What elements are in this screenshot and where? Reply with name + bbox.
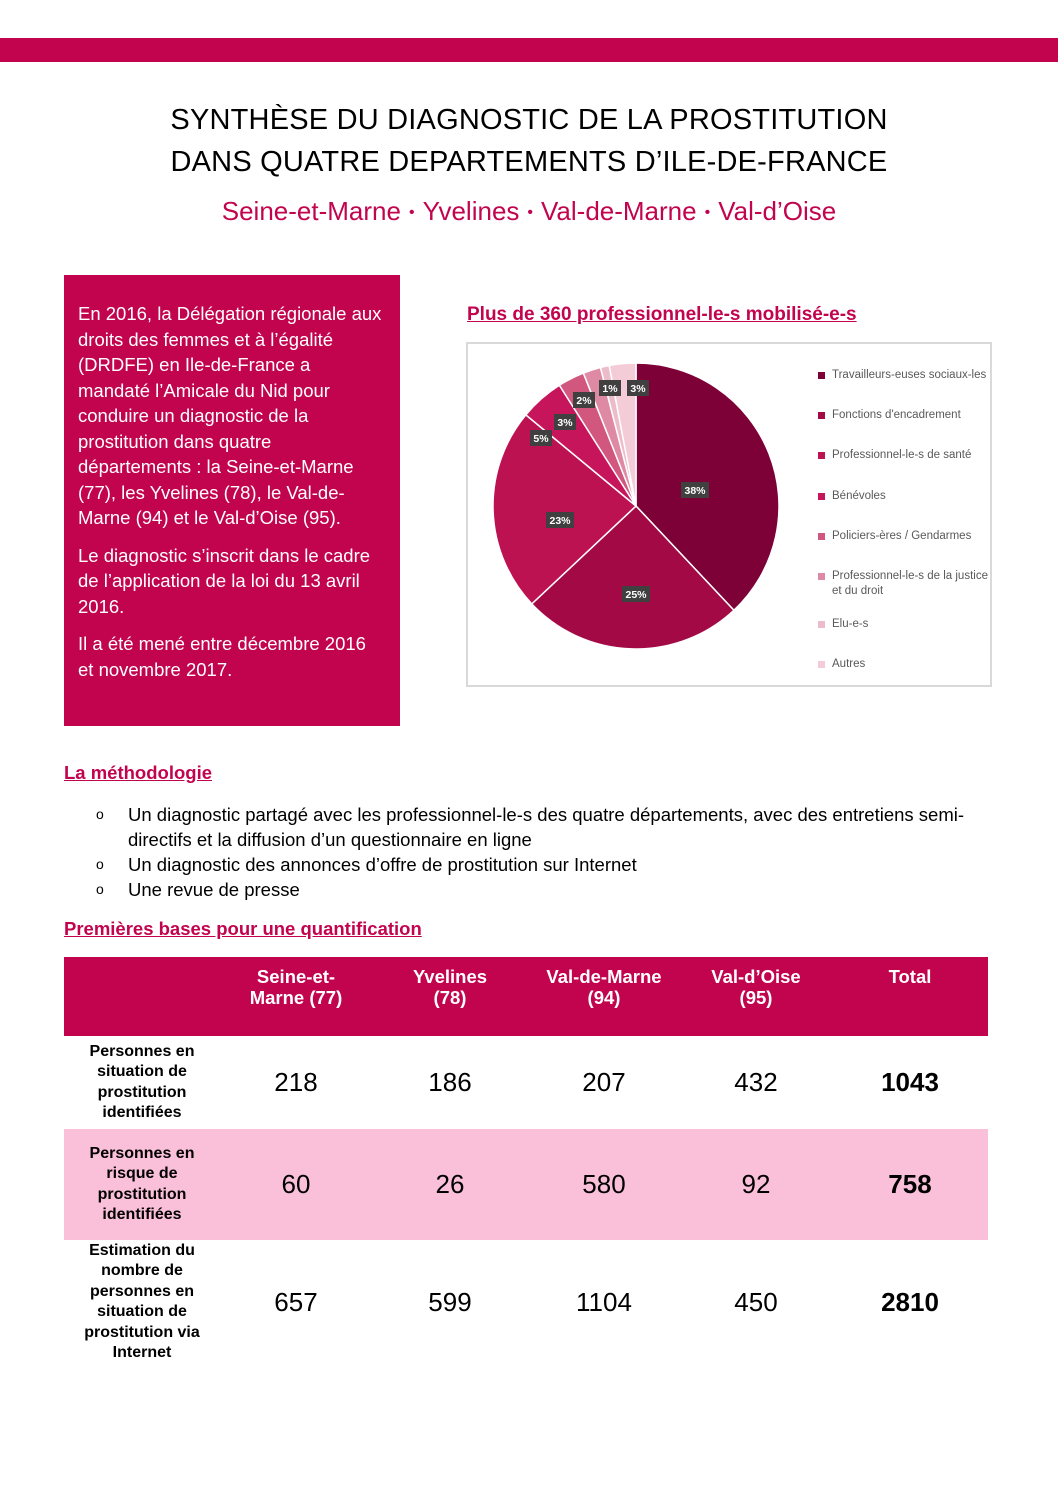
department-name: Yvelines [422,196,520,226]
list-item [96,852,976,877]
table-cell: 26 [372,1129,528,1240]
legend-swatch [818,493,825,500]
table-cell: 218 [274,1067,318,1097]
pie-chart-svg [468,344,990,685]
data-label-text: 1% [602,383,618,395]
legend-label: Elu-e-s [832,618,869,630]
table-header-cell: Yvelines (78) [372,957,528,1036]
data-label [546,512,574,528]
departments-subtitle [0,196,1058,227]
bullet-icon: o [96,881,104,897]
quantification-table [64,957,988,1364]
data-label [681,482,709,498]
row-label: Personnes en risque de prostitution identifiées [64,1129,220,1240]
legend-swatch [818,452,825,459]
total-cell: 1043 [881,1067,939,1097]
list-item-text: Une revue de presse [128,879,300,900]
legend-label: Bénévoles [832,490,886,502]
legend-label: Fonctions d'encadrement [832,409,961,421]
table-cell: 186 [428,1067,472,1097]
row-label: Estimation du nombre de personnes en situation de prostitution via Internet [84,1241,200,1361]
list-item [96,802,976,852]
intro-paragraph: Il a été mené entre décembre 2016 et novembre 2017. [78,633,366,680]
data-label [622,586,650,602]
pie-chart [466,342,992,687]
table-header-row [64,957,988,1036]
table-row [64,1129,988,1240]
legend-swatch [818,372,825,379]
table-header-cell: Seine-et-Marne (77) [220,957,372,1036]
data-label-text: 23% [549,515,571,527]
separator-dot: • [704,204,711,222]
table-cell: 657 [274,1286,318,1317]
legend-swatch [818,412,825,419]
intro-paragraph: En 2016, la Délégation régionale aux droits des femmes et à l’égalité (DRDFE) en Ile-de-France a mandaté l’Amicale du Nid pour conduire un diagnostic de la prostitution dans quatre départements : la Seine-et-Marne (77), les Yvelines (78), le Val-de-Marne (94) et le Val-d’Oise (95). [78,303,382,528]
data-label-text: 38% [684,485,706,497]
intro-box [64,275,400,726]
legend-label: Professionnel-le-s de santé [832,449,972,461]
separator-dot: • [408,204,415,222]
table-cell: 599 [428,1286,472,1317]
legend-swatch [818,573,825,580]
list-item-text: Un diagnostic des annonces d’offre de prostitution sur Internet [128,854,637,875]
bullet-icon: o [96,856,104,872]
legend-swatch [818,533,825,540]
table-header-cell: Val-d’Oise (95) [680,957,832,1036]
table-cell: 60 [220,1129,372,1240]
department-name: Val-d’Oise [718,196,837,226]
bullet-icon: o [96,806,104,822]
methodology-list [96,802,976,902]
table-cell: 207 [582,1067,626,1097]
table-header-cell [64,957,220,1036]
table-cell: 580 [528,1129,680,1240]
top-accent-bar [0,38,1058,62]
legend-label: Professionnel-le-s de la justice et du droit [832,570,988,597]
table-cell: 450 [734,1286,778,1317]
data-label [573,392,595,408]
data-label [554,414,576,430]
legend-label: Policiers-ères / Gendarmes [832,530,972,542]
separator-dot: • [527,204,534,222]
total-cell: 758 [832,1129,988,1240]
methodology-heading: La méthodologie [64,762,212,783]
quantification-heading: Premières bases pour une quantification [64,918,422,939]
department-name: Val-de-Marne [541,196,697,226]
table-header-cell: Val-de-Marne (94) [528,957,680,1036]
data-label [530,430,552,446]
total-cell: 2810 [881,1286,939,1317]
list-item-text: Un diagnostic partagé avec les professionnel-le-s des quatre départements, avec des entretiens semi-directifs et la diffusion d’un questionnaire en ligne [128,804,965,850]
page-title-line-2: DANS QUATRE DEPARTEMENTS D’ILE-DE-FRANCE [170,146,888,178]
chart-title: Plus de 360 professionnel-le-s mobilisé-e-s [467,304,857,325]
legend-label: Autres [832,658,866,670]
legend-swatch [818,661,825,668]
table-cell: 92 [680,1129,832,1240]
table-header-cell: Total [832,957,988,1036]
data-label-text: 25% [625,589,647,601]
data-label-text: 2% [576,395,592,407]
intro-paragraph: Le diagnostic s’inscrit dans le cadre de l’application de la loi du 13 avril 2016. [78,544,371,617]
legend-label: Travailleurs-euses sociaux-les [832,369,987,381]
data-label-text: 3% [557,417,573,429]
page-title-line-1: SYNTHÈSE DU DIAGNOSTIC DE LA PROSTITUTION [170,104,888,136]
list-item [96,877,976,902]
table-cell: 432 [734,1067,778,1097]
data-label-text: 5% [533,433,549,445]
row-label: Personnes en situation de prostitution identifiées [89,1042,195,1121]
legend-swatch [818,621,825,628]
data-label [627,380,649,396]
table-cell: 1104 [576,1286,632,1317]
table-row [64,1240,988,1364]
data-label [599,380,621,396]
data-label-text: 3% [630,383,646,395]
department-name: Seine-et-Marne [221,196,401,226]
table-row [64,1036,988,1129]
